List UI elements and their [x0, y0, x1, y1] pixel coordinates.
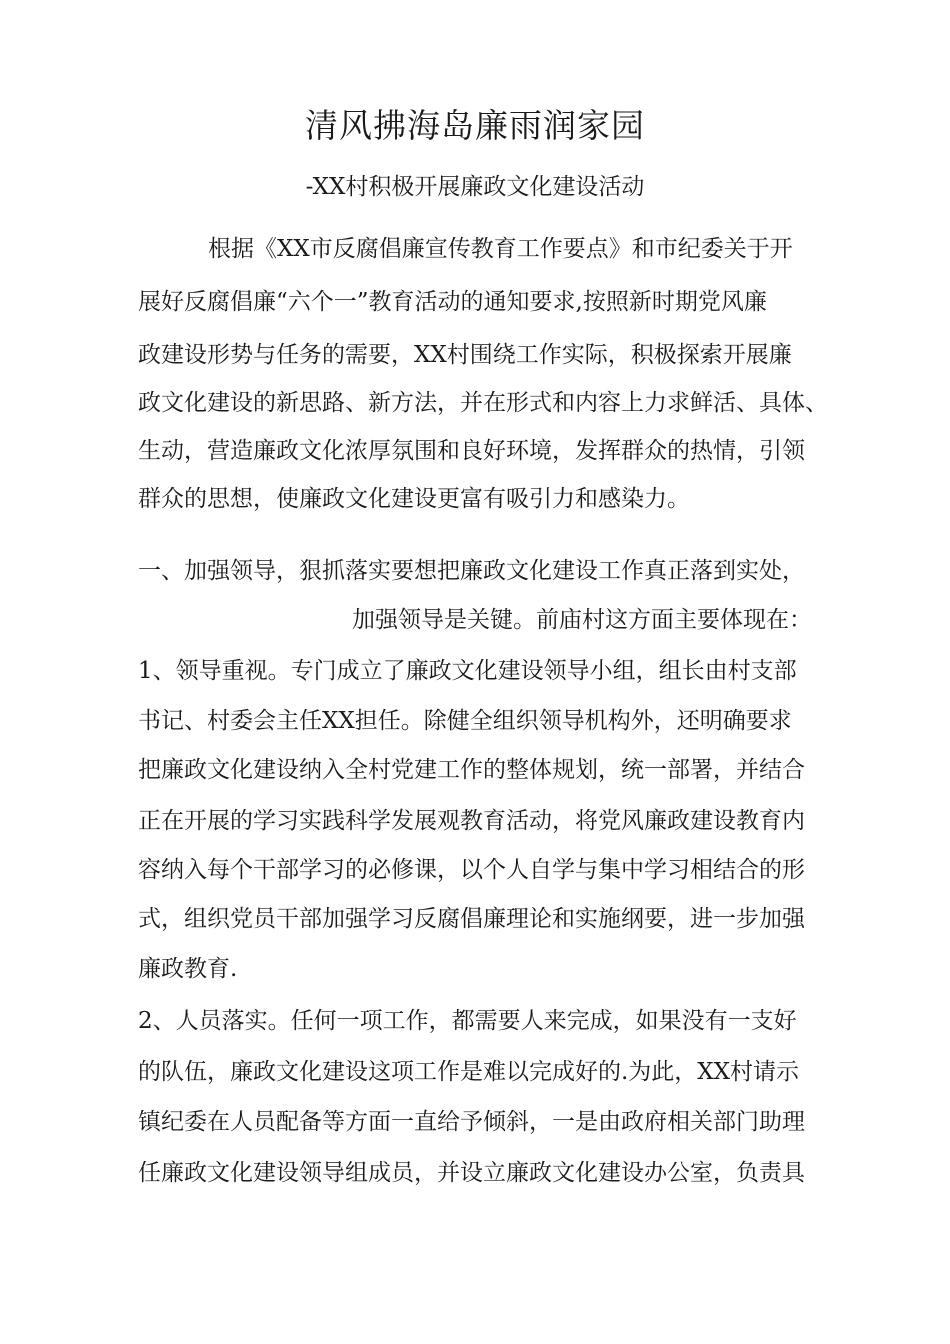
item-2-line: 2、人员落实。任何一项工作，都需要人来完成，如果没有一支好 [138, 1008, 797, 1034]
item-2-line: 镇纪委在人员配备等方面一直给予倾斜，一是由政府相关部门助理 [138, 1109, 805, 1135]
intro-line: 群众的思想，使廉政文化建设更富有吸引力和感染力。 [138, 486, 690, 512]
intro-line: 政文化建设的新思路、新方法，并在形式和内容上力求鲜活、具体、 [138, 390, 828, 416]
item-2-line: 的队伍，廉政文化建设这项工作是难以完成好的.为此，XX村请示 [138, 1059, 800, 1085]
intro-line: 政建设形势与任务的需要，XX村围绕工作实际，积极探索开展廉 [138, 342, 792, 368]
item-1-line: 式，组织党员干部加强学习反腐倡廉理论和实施纲要，进一步加强 [138, 906, 805, 932]
section-heading-line: 加强领导是关键。前庙村这方面主要体现在： [352, 607, 812, 633]
intro-line: 展好反腐倡廉“六个一”教育活动的通知要求,按照新时期党风廉 [138, 289, 767, 315]
item-1-line: 1、领导重视。专门成立了廉政文化建设领导小组，组长由村支部 [138, 658, 797, 684]
item-1-line: 容纳入每个干部学习的必修课，以个人自学与集中学习相结合的形 [138, 857, 805, 883]
item-2-line: 任廉政文化建设领导组成员，并设立廉政文化建设办公室，负责具 [138, 1160, 805, 1186]
section-heading-line: 一、加强领导，狠抓落实要想把廉政文化建设工作真正落到实处， [138, 558, 805, 584]
item-1-line: 廉政教育. [138, 956, 238, 982]
document-title: 清风拂海岛廉雨润家园 [305, 106, 645, 145]
intro-line: 生动，营造廉政文化浓厚氛围和良好环境，发挥群众的热情，引领 [138, 438, 805, 464]
document-subtitle: -XX村积极开展廉政文化建设活动 [305, 174, 645, 200]
item-1-line: 把廉政文化建设纳入全村党建工作的整体规划，统一部署，并结合 [138, 757, 805, 783]
item-1-line: 正在开展的学习实践科学发展观教育活动，将党风廉政建设教育内 [138, 808, 805, 834]
intro-line: 根据《XX市反腐倡廉宣传教育工作要点》和市纪委关于开 [208, 236, 793, 262]
item-1-line: 书记、村委会主任XX担任。除健全组织领导机构外，还明确要求 [138, 708, 792, 734]
